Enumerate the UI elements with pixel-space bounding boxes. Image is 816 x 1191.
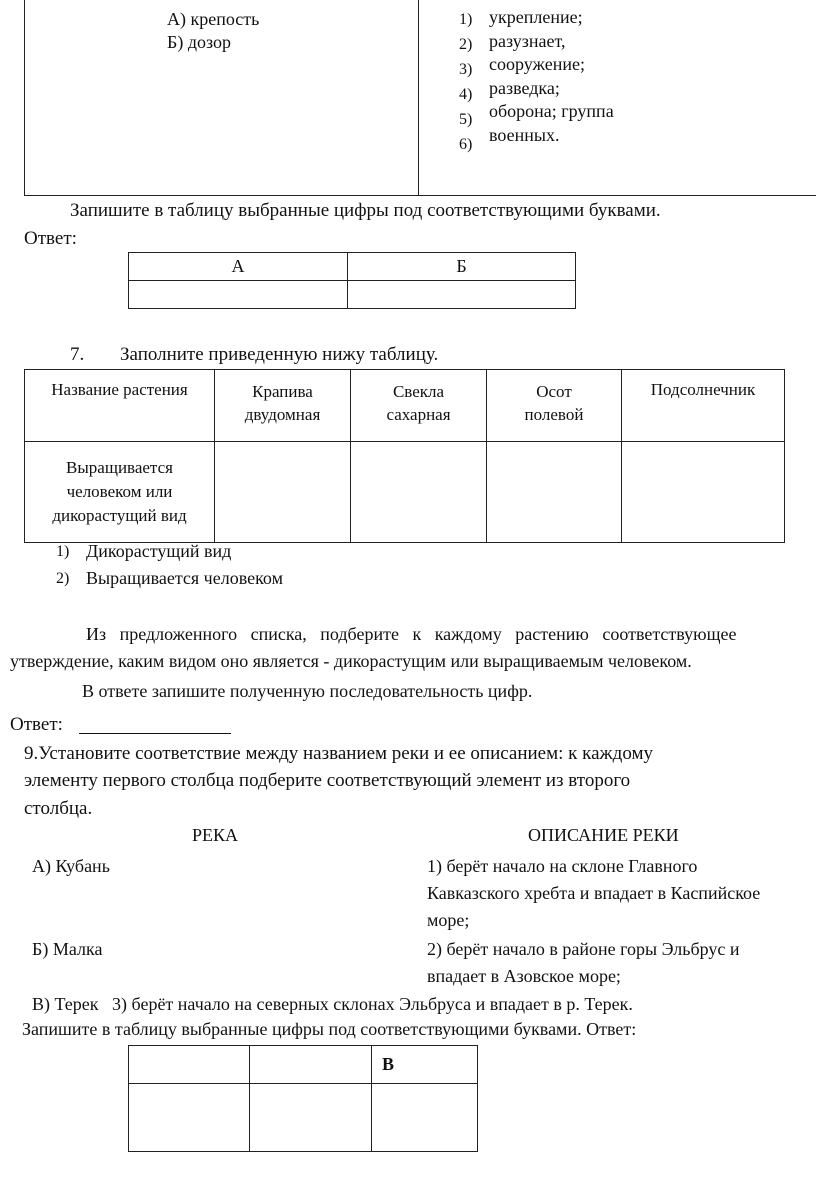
task9-desc-1-line3: море; [427,910,470,930]
task9-answer-header-c: В [372,1046,478,1084]
task9-desc-2-line2: впадает в Азовское море; [427,966,621,986]
task9-title-line1: 9.Установите соответствие между названием реки и ее описанием: к каждому [24,743,653,764]
task6-right-item-4: разведка; [489,77,560,98]
task7-option-2-num: 2) [56,570,70,587]
task7-instruction-line2: утверждение, каким видом оно является - дикорастущим или выращиваемым человеком. [10,651,692,671]
task7-answer-beet[interactable] [351,442,487,543]
task9-answer-table [128,1045,478,1152]
task6-num-5: 5) [459,111,473,128]
task9-answer-cell-c[interactable] [372,1084,478,1152]
task7-instruction-line3: В ответе запишите полученную последовательность цифр. [82,681,533,701]
task7-answer-thistle[interactable] [487,442,622,543]
task7-header-thistle: Осот полевой [487,370,622,442]
task9-answer-header-b [250,1046,372,1084]
task9-desc-2-line1: 2) берёт начало в районе горы Эльбрус и [427,939,740,959]
task9-answer-cell-b[interactable] [250,1084,372,1152]
task9-title-line2: элементу первого столбца подберите соответствующий элемент из второго [24,770,631,791]
task6-answer-header-a: А [129,253,348,281]
task9-desc-1-line2: Кавказского хребта и впадает в Каспийское [427,883,761,903]
task7-answer-label: Ответ: [10,714,63,735]
task7-header-nettle: Крапива двудомная [215,370,351,442]
task7-option-1-text: Дикорастущий вид [86,541,232,561]
task7-header-name: Название растения [25,370,215,442]
task9-column-description-header: ОПИСАНИЕ РЕКИ [528,825,679,845]
task7-header-sunflower: Подсолнечник [622,370,785,442]
task6-num-6: 6) [459,136,473,153]
task9-answer-header-a [129,1046,250,1084]
task7-answer-line[interactable] [79,733,231,734]
task7-title: Заполните приведенную нижу таблицу. [120,344,439,365]
task7-header-beet: Свекла сахарная [351,370,487,442]
task6-answer-cell-a[interactable] [129,281,348,309]
task6-answer-cell-b[interactable] [348,281,576,309]
task6-num-3: 3) [459,61,473,78]
task6-num-4: 4) [459,86,473,103]
task6-matching-table [24,0,816,196]
task7-option-1-num: 1) [56,543,70,560]
task6-item-a: А) крепость [167,9,260,29]
task9-column-river-header: РЕКА [192,825,239,845]
task6-right-item-6: военных. [489,124,560,145]
task6-answer-label: Ответ: [24,228,77,249]
task6-right-cell [419,0,816,196]
task7-instruction-line1: Из предложенного списка, подберите к каждому растению соответствующее [86,624,737,644]
task7-option-2-text: Выращивается человеком [86,568,283,588]
task6-item-b: Б) дозор [167,32,231,52]
task6-right-item-3: сооружение; [489,54,585,74]
task9-answer-cell-a[interactable] [129,1084,250,1152]
task7-answer-sunflower[interactable] [622,442,785,543]
task9-desc-1-line1: 1) берёт начало на склоне Главного [427,856,698,876]
task7-number: 7. [70,344,85,365]
task9-river-c-line: В) Терек 3) берёт начало на северных склонах Эльбруса и впадает в р. Терек. [32,994,633,1014]
task9-river-a: А) Кубань [32,856,110,876]
task9-river-b: Б) Малка [32,939,103,959]
task6-answer-header-b: Б [348,253,576,281]
task7-plant-table [24,369,785,543]
task6-right-item-5: оборона; группа [489,101,614,121]
task6-instruction: Запишите в таблицу выбранные цифры под соответствующими буквами. [70,200,661,221]
task6-num-1: 1) [459,11,473,28]
task6-num-2: 2) [459,36,473,53]
task6-right-item-2: разузнает, [489,30,566,51]
task6-right-item-1: укрепление; [489,7,583,27]
task7-answer-nettle[interactable] [215,442,351,543]
task6-answer-table [128,252,576,309]
task9-instruction: Запишите в таблицу выбранные цифры под соответствующими буквами. Ответ: [22,1019,637,1039]
task6-left-cell [25,0,419,196]
task9-title-line3: столбца. [24,798,93,819]
task7-row-label: Выращивается человеком или дикорастущий вид [25,442,215,543]
